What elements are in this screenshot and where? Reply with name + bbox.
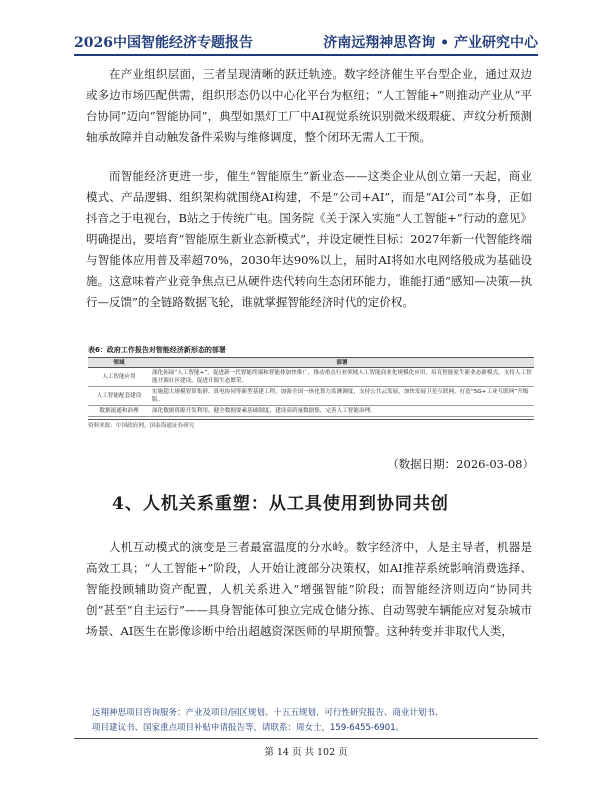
data-date-note: （数据日期：2026-03-08） (387, 457, 534, 471)
deployment-table-block (88, 345, 534, 429)
table-source: 资料来源：中国政府网，国泰海通证券研究 (88, 419, 534, 429)
publisher-name: 济南远翔神思咨询 • 产业研究中心 (323, 35, 538, 51)
row-domain: 人工智能应用 (88, 368, 150, 387)
body-paragraph: 而智能经济更进一步，催生“智能原生”新业态——这类企业从创立第一天起，商业模式、产品逻辑、组织架构就围绕AI构建，不是“公司+AI”，而是“AI公司”本身，正如抖音之于电视台，B站之于传统广电。国务院《关于深入实施“人工智能+”行动的意见》明确提出，要培育“智能原生新业态新模式”，并设定硬性目标：2027年新一代智能终端与智能体应用普及率超70%，2030年达90%以上，届时AI将如水电网络般成为基础设施。这意味着产业竞争焦点已从硬件迭代转向生态闭环能力，谁能打通“感知—决策—执行—反馈”的全链路数据飞轮，谁就掌握智能经济时代的定价权。 (86, 169, 532, 309)
row-domain: 数据流通和治理 (88, 406, 150, 417)
report-title: 2026中国智能经济专题报告 (74, 35, 253, 51)
row-deployment: 深化拓展“人工智能+”，促进新一代智能终端和智能体加快推广，推动重点行业领域人工智能商业化规模化应用，培育智能原生新业态新模式，支持人工智能开源社区建设，促进开源生态繁荣。 (150, 368, 534, 387)
column-header-domain: 领域 (88, 358, 150, 368)
row-domain: 人工智能配套建设 (88, 387, 150, 406)
table-header-row (88, 358, 534, 368)
table-row (88, 406, 534, 417)
service-line: 远翔神思项目咨询服务：产业及项目/园区规划、十五五规划、可行性研究报告、商业计划书、 (92, 708, 444, 718)
row-deployment: 实施超大规模智算集群、算电协同等新型基建工程，加强全国一体化算力监测调度，支持公共云发展，加快发展卫星互联网，打造“5G+工业互联网”升级版。 (150, 387, 534, 406)
table-caption: 表6：政府工作报告对智能经济新形态的部署 (88, 346, 226, 354)
section-heading: 4、人机关系重塑：从工具使用到协同共创 (112, 494, 449, 514)
footer-divider (74, 738, 538, 739)
row-deployment: 深化数据资源开发利用，健全数据要素基础制度，建设高质量数据集，完善人工智能治理。 (150, 406, 534, 417)
page-number: 第 14 页 共 102 页 (264, 747, 348, 758)
table-row (88, 387, 534, 406)
service-line: 项目建议书、国家重点项目补贴申请报告等，请联系：周女士，159-6455-6901。 (92, 723, 405, 733)
column-header-deployment: 部署 (150, 358, 534, 368)
consulting-service-note (92, 706, 532, 736)
body-paragraph: 在产业组织层面，三者呈现清晰的跃迁轨迹。数字经济催生平台型企业，通过双边或多边市场匹配供需，组织形态仍以中心化平台为枢纽；“人工智能+”则推动产业从“平台协同”迈向“智能协同”，典型如黑灯工厂中AI视觉系统识别微米级瑕疵、声纹分析预测轴承故障并自动触发备件采购与维修调度，整个闭环无需人工干预。 (86, 67, 532, 144)
page-header (74, 30, 538, 56)
table-row (88, 368, 534, 387)
body-paragraph: 人机互动模式的演变是三者最富温度的分水岭。数字经济中，人是主导者，机器是高效工具；“人工智能+”阶段，人开始让渡部分决策权，如AI推荐系统影响消费选择、智能投顾辅助资产配置，人机关系进入“增强智能”阶段；而智能经济则迈向“协同共创”甚至“自主运行”——具身智能体可独立完成仓储分拣、自动驾驶车辆能应对复杂城市场景、AI医生在影像诊断中给出超越资深医师的早期预警。这种转变并非取代人类， (86, 540, 532, 638)
deployment-table (88, 357, 534, 417)
